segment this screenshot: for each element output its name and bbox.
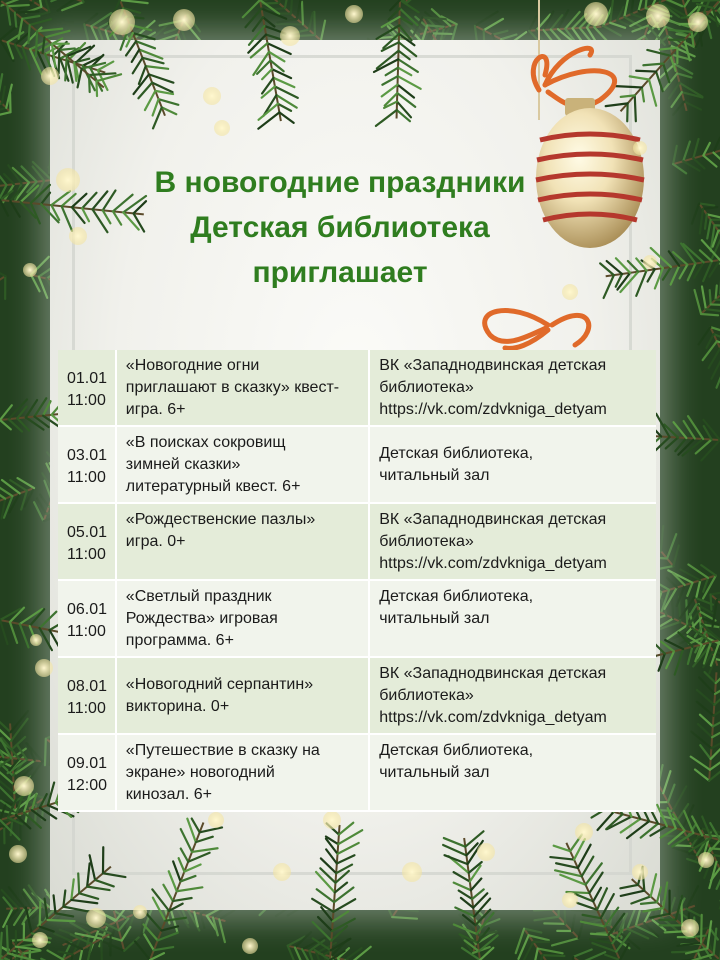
bokeh-light [345,5,363,23]
event-place: ВК «Западнодвинская детская библиотека» https://vk.com/zdvkniga_detyam [379,665,607,726]
pine-needle [655,268,663,288]
bokeh-light [646,4,670,28]
pine-needle [181,829,192,852]
pine-needle [258,112,279,128]
pine-needle [315,950,330,960]
title-line-2: Детская библиотека [190,211,490,244]
pine-needle [454,872,470,881]
bokeh-light [681,919,699,937]
pine-needle [126,33,132,46]
pine-needle [556,863,578,868]
pine-needle [71,900,97,903]
pine-needle [591,934,609,935]
pine-needle [702,240,720,260]
pine-needle [711,640,720,666]
event-cell [116,426,369,503]
pine-needle [0,620,7,644]
pine-needle [707,921,711,948]
pine-needle [133,58,143,73]
pine-needle [45,899,48,920]
pine-needle [32,794,36,810]
pine-needle [386,68,398,76]
event-date: 01.01 11:00 [67,370,108,409]
pine-needle [621,95,635,96]
place-cell [369,350,656,426]
event-date: 06.01 11:00 [67,601,108,640]
pine-needle [688,416,703,439]
pine-needle [581,922,605,927]
bokeh-light [173,9,195,31]
pine-needle [649,80,656,106]
pine-needle [337,855,355,863]
pine-needle [16,947,40,950]
bokeh-light [208,812,224,828]
pine-needle [331,939,351,951]
pine-needle [103,873,125,877]
pine-needle [636,71,656,72]
pine-needle [471,879,481,891]
pine-needle [259,104,278,120]
bokeh-light [41,67,59,85]
place-cell [369,734,656,811]
pine-needle [71,879,73,900]
pine-needle [615,86,641,87]
pine-needle [89,75,90,92]
pine-needle [333,912,348,922]
pine-needle [28,25,29,43]
bokeh-light [698,852,714,868]
table-row [58,657,656,734]
table-row [58,426,656,503]
bokeh-light [35,659,53,677]
pine-needle [647,50,670,56]
bokeh-light [14,776,34,796]
pine-needle [336,865,352,874]
pine-needle [145,91,155,110]
pine-needle [454,883,471,891]
pine-needle [177,887,203,891]
event-date: 09.01 12:00 [67,755,108,794]
pine-needle [630,76,649,79]
bokeh-light [133,905,147,919]
page-title [110,160,570,295]
pine-needle [0,420,11,429]
pine-needle [251,43,268,57]
pine-needle [459,934,477,942]
pine-needle [90,855,95,880]
date-cell [58,503,116,580]
bokeh-light [32,932,48,948]
pine-needle [678,632,692,646]
pine-needle [41,193,50,204]
pine-needle [382,76,397,85]
bokeh-light [575,823,593,841]
event-cell [116,657,369,734]
ribbon-bow-top [533,48,614,106]
pine-needle [45,31,70,38]
pine-needle [249,26,264,45]
pine-needle [550,857,574,859]
pine-needle [120,0,148,3]
bokeh-light [23,263,37,277]
pine-needle [677,943,701,946]
pine-needle [7,5,28,6]
pine-needle [10,622,17,643]
event-cell [116,350,369,426]
table-row [58,350,656,426]
pine-needle [684,811,693,833]
pine-needle [338,843,359,854]
pine-needle [55,913,73,916]
event-cell [116,734,369,811]
pine-needle [96,81,97,96]
pine-needle [672,833,693,847]
pine-needle [59,50,60,73]
pine-needle [693,0,720,1]
pine-needle [192,819,200,833]
bokeh-light [214,120,230,136]
pine-needle [10,188,21,201]
place-cell [369,580,656,657]
pine-needle [680,265,688,279]
ribbon-bow-bottom [485,311,589,349]
pine-needle [675,649,684,675]
bokeh-light [86,908,106,928]
pine-needle [154,947,173,950]
bokeh-light [402,862,422,882]
pine-needle [663,882,667,908]
pine-needle [59,48,74,50]
pine-needle [132,50,140,62]
pine-needle [670,56,675,71]
title-line-1: В новогодние праздники [154,166,526,199]
pine-needle [399,51,410,59]
event-place: Детская библиотека, читальный зал [379,588,534,627]
pine-needle [146,66,168,69]
pine-needle [628,261,638,272]
pine-needle [555,870,582,876]
pine-needle [0,933,2,960]
title-line-3: приглашает [252,256,428,289]
bokeh-light [688,12,708,32]
pine-needle [200,827,222,832]
pine-needle [165,918,186,921]
pine-needle [612,930,622,943]
pine-needle [692,32,694,46]
pine-needle [621,891,645,896]
pine-needle [643,64,663,66]
pine-needle [641,902,657,904]
bokeh-light [643,255,657,269]
bokeh-light [109,9,135,35]
pine-needle [684,40,689,61]
pine-needle [0,191,13,200]
pine-needle [133,33,155,39]
event-date: 03.01 11:00 [67,447,108,486]
pine-needle [30,19,51,25]
event-date: 05.01 11:00 [67,524,108,563]
bokeh-light [203,87,221,105]
bokeh-light [632,864,648,880]
table-row [58,734,656,811]
pine-needle [398,68,411,76]
pine-needle [642,87,644,101]
pine-needle [593,888,601,902]
pine-needle [702,817,711,838]
bokeh-light [30,634,42,646]
pine-needle [686,948,707,953]
pine-needle [335,883,347,893]
pine-needle [65,56,67,80]
pine-needle [627,821,649,838]
pine-needle [701,915,702,943]
pine-needle [339,823,353,835]
pine-needle [669,30,691,32]
pine-needle [79,893,98,899]
pine-needle [266,35,281,40]
pine-needle [22,16,39,19]
pine-needle [376,110,397,126]
pine-needle [26,417,44,429]
pine-needle [23,47,30,69]
event-title: «Светлый праздник Рождества» игровая программа. 6+ [125,588,278,649]
pine-needle [19,19,23,39]
bokeh-light [584,2,608,26]
bokeh-light [56,168,80,192]
pine-needle [54,895,56,913]
pine-needle [663,64,669,83]
pine-needle [689,835,702,841]
pine-needle [643,908,663,911]
pine-needle [87,887,109,890]
pine-needle [32,810,45,820]
pine-needle [63,907,88,912]
pine-needle [704,642,711,663]
pine-needle [397,110,410,121]
pine-needle [173,898,192,901]
pine-needle [36,31,37,56]
pine-needle [262,69,272,79]
pine-needle [159,99,179,105]
pine-needle [620,885,638,888]
pine-needle [169,871,177,891]
event-place: ВК «Западнодвинская детская библиотека» https://vk.com/zdvkniga_detyam [379,357,607,418]
bokeh-light [69,227,87,245]
bokeh-light [477,843,495,861]
pine-needle [695,645,701,662]
pine-needle [82,208,89,221]
pine-needle [135,941,150,960]
pine-needle [636,270,646,295]
pine-needle [713,8,718,26]
event-title: «Новогодние огни приглашают в сказку» квест- игра. 6+ [125,357,340,418]
pine-needle [316,872,335,893]
date-cell [58,426,116,503]
pine-needle [444,838,465,847]
pine-needle [15,11,39,12]
pine-needle [313,922,332,941]
pine-needle [669,831,685,844]
event-title: «Новогодний серпантин» викторина. 0+ [125,676,314,715]
pine-needle [181,849,188,862]
pine-needle [153,99,159,115]
pine-needle [635,95,636,121]
pine-needle [144,934,154,950]
pine-needle [20,624,29,647]
pine-needle [0,200,8,216]
pine-needle [51,191,70,205]
pine-needle [313,938,331,950]
pine-needle [8,953,35,960]
pine-needle [62,206,72,231]
bokeh-light [242,938,258,954]
event-date: 08.01 11:00 [67,678,108,717]
date-cell [58,657,116,734]
pine-needle [703,261,712,281]
pine-needle [95,880,114,886]
pine-needle [163,885,172,901]
pine-needle [604,275,614,298]
pine-needle [87,863,90,886]
pine-needle [279,112,293,122]
pine-needle [656,72,663,92]
table-row [58,503,656,580]
pine-needle [10,201,19,217]
pine-needle [48,920,75,921]
pine-needle [583,915,601,918]
event-place: Детская библиотека, читальный зал [379,742,534,781]
place-cell [369,426,656,503]
event-cell [116,580,369,657]
pine-needle [15,12,16,26]
pine-needle [650,914,669,918]
event-title: «В поисках сокровищ зимней сказки» литературный квест. 6+ [125,434,301,495]
event-title: «Путешествие в сказку на экране» новогодний кинозал. 6+ [125,742,320,803]
pine-needle [651,874,656,896]
pine-needle [161,926,178,930]
place-cell [369,503,656,580]
pine-needle [173,861,180,881]
bokeh-light [273,863,291,881]
pine-needle [0,820,19,840]
pine-needle [192,848,218,852]
bokeh-light [633,141,647,155]
pine-needle [43,37,45,52]
pine-needle [40,927,54,932]
event-place: ВК «Западнодвинская детская библиотека» https://vk.com/zdvkniga_detyam [379,511,607,572]
date-cell [58,580,116,657]
bokeh-light [280,26,300,46]
event-place: Детская библиотека, читальный зал [379,445,534,484]
pine-needle [31,185,50,203]
pine-needle [40,902,41,927]
pine-needle [673,252,687,265]
pine-needle [701,440,720,460]
bokeh-light [9,845,27,863]
pine-needle [697,4,713,8]
pine-needle [179,858,185,871]
event-cell [116,503,369,580]
bokeh-light [323,811,341,829]
date-cell [58,350,116,426]
pine-needle [273,78,294,87]
date-cell [58,734,116,811]
pine-needle [659,654,665,671]
pine-needle [26,907,32,933]
pine-needle [317,889,334,902]
pine-needle [688,647,693,664]
table-row [58,580,656,657]
pine-needle [657,887,661,902]
pine-needle [714,929,717,955]
pine-needle [7,926,8,953]
events-table [58,350,656,812]
pine-needle [661,828,676,837]
event-title: «Рождественские пазлы» игра. 0+ [125,511,316,550]
pine-needle [671,266,680,285]
pine-needle [455,907,474,916]
bokeh-light [562,892,578,908]
pine-needle [330,951,345,960]
place-cell [369,657,656,734]
pine-needle [153,898,165,921]
pine-needle [454,924,477,933]
pine-needle [48,783,54,806]
pine-needle [78,873,79,893]
pine-needle [668,808,676,828]
pine-needle [40,612,57,628]
